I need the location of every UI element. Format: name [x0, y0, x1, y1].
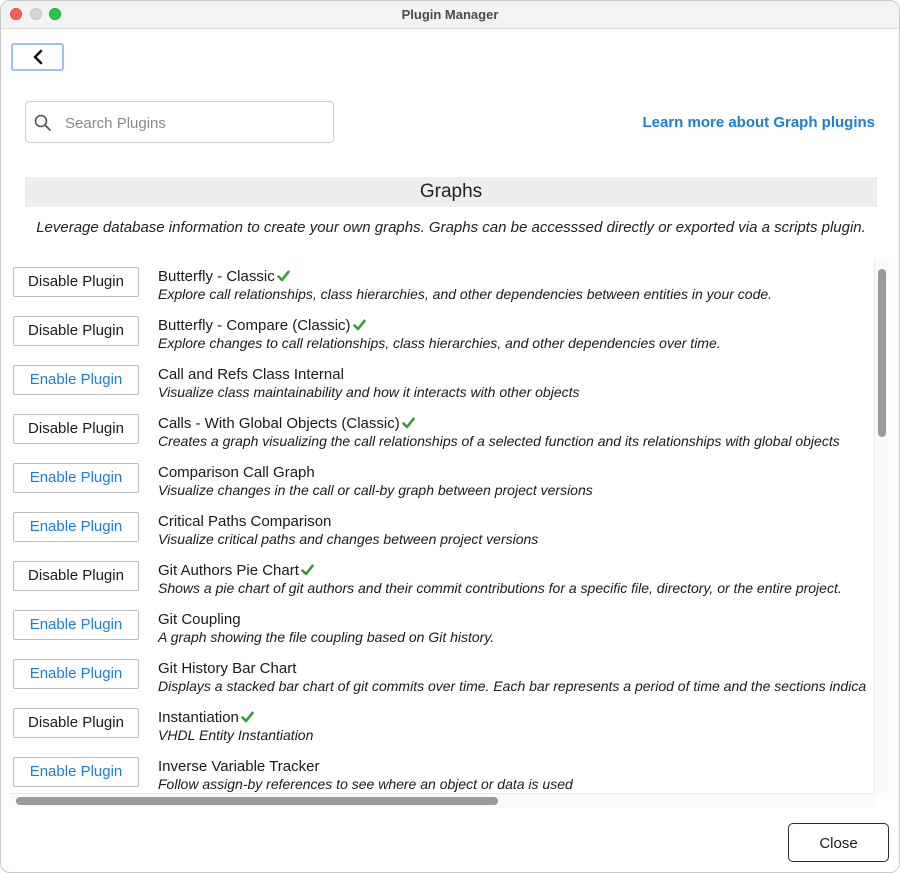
plugin-description: Displays a stacked bar chart of git commits over time. Each bar represents a period of time and the sections indica [158, 678, 867, 694]
plugin-row [9, 308, 875, 357]
plugin-name [158, 366, 344, 383]
plugin-name [158, 415, 415, 432]
section-description: Leverage database information to create your own graphs. Graphs can be accesssed directly or exported via a scripts plugin. [36, 219, 866, 236]
plugin-name [158, 758, 319, 775]
disable-plugin-button[interactable]: Disable Plugin [13, 267, 139, 297]
plugin-description: Follow assign-by references to see where an object or data is used [158, 776, 573, 792]
plugin-row [9, 259, 875, 308]
disable-plugin-button[interactable]: Disable Plugin [13, 316, 139, 346]
plugin-name [158, 562, 314, 579]
plugin-name-text: Butterfly - Compare (Classic) [158, 317, 351, 334]
plugin-row [9, 455, 875, 504]
plugin-name-text: Critical Paths Comparison [158, 513, 332, 530]
back-button[interactable] [11, 43, 64, 71]
close-button[interactable]: Close [788, 823, 889, 862]
plugin-name [158, 464, 315, 481]
search-input[interactable] [63, 112, 327, 134]
checkmark-icon [301, 564, 314, 576]
chevron-left-icon [31, 49, 45, 65]
plugin-row [9, 504, 875, 553]
learn-more-link[interactable]: Learn more about Graph plugins [642, 114, 875, 131]
plugin-description: A graph showing the file coupling based on Git history. [158, 629, 495, 645]
horizontal-scroll-thumb[interactable] [16, 797, 498, 805]
plugin-name [158, 317, 366, 334]
plugin-row [9, 406, 875, 455]
title-bar [1, 1, 899, 29]
vertical-scrollbar[interactable] [874, 259, 889, 793]
window-title: Plugin Manager [401, 7, 499, 22]
plugin-name [158, 709, 254, 726]
plugin-name [158, 611, 241, 628]
search-icon [34, 114, 52, 132]
plugin-description: Visualize critical paths and changes between project versions [158, 531, 539, 547]
plugin-description: Explore changes to call relationships, class hierarchies, and other dependencies over time. [158, 335, 721, 351]
plugin-name-text: Inverse Variable Tracker [158, 758, 320, 775]
plugin-name-text: Comparison Call Graph [158, 464, 315, 481]
plugin-description: Visualize class maintainability and how it interacts with other objects [158, 384, 580, 400]
plugin-description: Creates a graph visualizing the call relationships of a selected function and its relationships with global objects [158, 433, 840, 449]
enable-plugin-button[interactable]: Enable Plugin [13, 365, 139, 395]
enable-plugin-button[interactable]: Enable Plugin [13, 463, 139, 493]
checkmark-icon [277, 270, 290, 282]
enable-plugin-button[interactable]: Enable Plugin [13, 512, 139, 542]
plugin-row [9, 553, 875, 602]
enable-plugin-button[interactable]: Enable Plugin [13, 659, 139, 689]
plugin-name [158, 268, 290, 285]
enable-plugin-button[interactable]: Enable Plugin [13, 757, 139, 787]
plugin-name-text: Instantiation [158, 709, 239, 726]
plugin-list [9, 259, 889, 807]
plugin-row [9, 651, 875, 700]
plugin-description: Shows a pie chart of git authors and their commit contributions for a specific file, directory, or the entire project. [158, 580, 842, 596]
disable-plugin-button[interactable]: Disable Plugin [13, 414, 139, 444]
plugin-description: VHDL Entity Instantiation [158, 727, 314, 743]
checkmark-icon [353, 319, 366, 331]
plugin-description: Explore call relationships, class hierarchies, and other dependencies between entities in your code. [158, 286, 773, 302]
disable-plugin-button[interactable]: Disable Plugin [13, 561, 139, 591]
plugin-description: Visualize changes in the call or call-by graph between project versions [158, 482, 593, 498]
plugin-name-text: Git Authors Pie Chart [158, 562, 299, 579]
plugin-name-text: Butterfly - Classic [158, 268, 275, 285]
plugin-name-text: Calls - With Global Objects (Classic) [158, 415, 400, 432]
plugin-name [158, 660, 296, 677]
plugin-name-text: Git Coupling [158, 611, 241, 628]
section-header: Graphs [25, 177, 877, 207]
plugin-name-text: Call and Refs Class Internal [158, 366, 344, 383]
plugin-row [9, 700, 875, 749]
plugin-name-text: Git History Bar Chart [158, 660, 297, 677]
search-box[interactable] [25, 101, 334, 143]
vertical-scroll-thumb[interactable] [878, 269, 886, 437]
checkmark-icon [241, 711, 254, 723]
plugin-row [9, 357, 875, 406]
checkmark-icon [402, 417, 415, 429]
horizontal-scrollbar[interactable] [9, 793, 875, 807]
plugin-row [9, 749, 875, 793]
plugin-rows [9, 259, 875, 793]
plugin-name [158, 513, 331, 530]
disable-plugin-button[interactable]: Disable Plugin [13, 708, 139, 738]
plugin-row [9, 602, 875, 651]
enable-plugin-button[interactable]: Enable Plugin [13, 610, 139, 640]
